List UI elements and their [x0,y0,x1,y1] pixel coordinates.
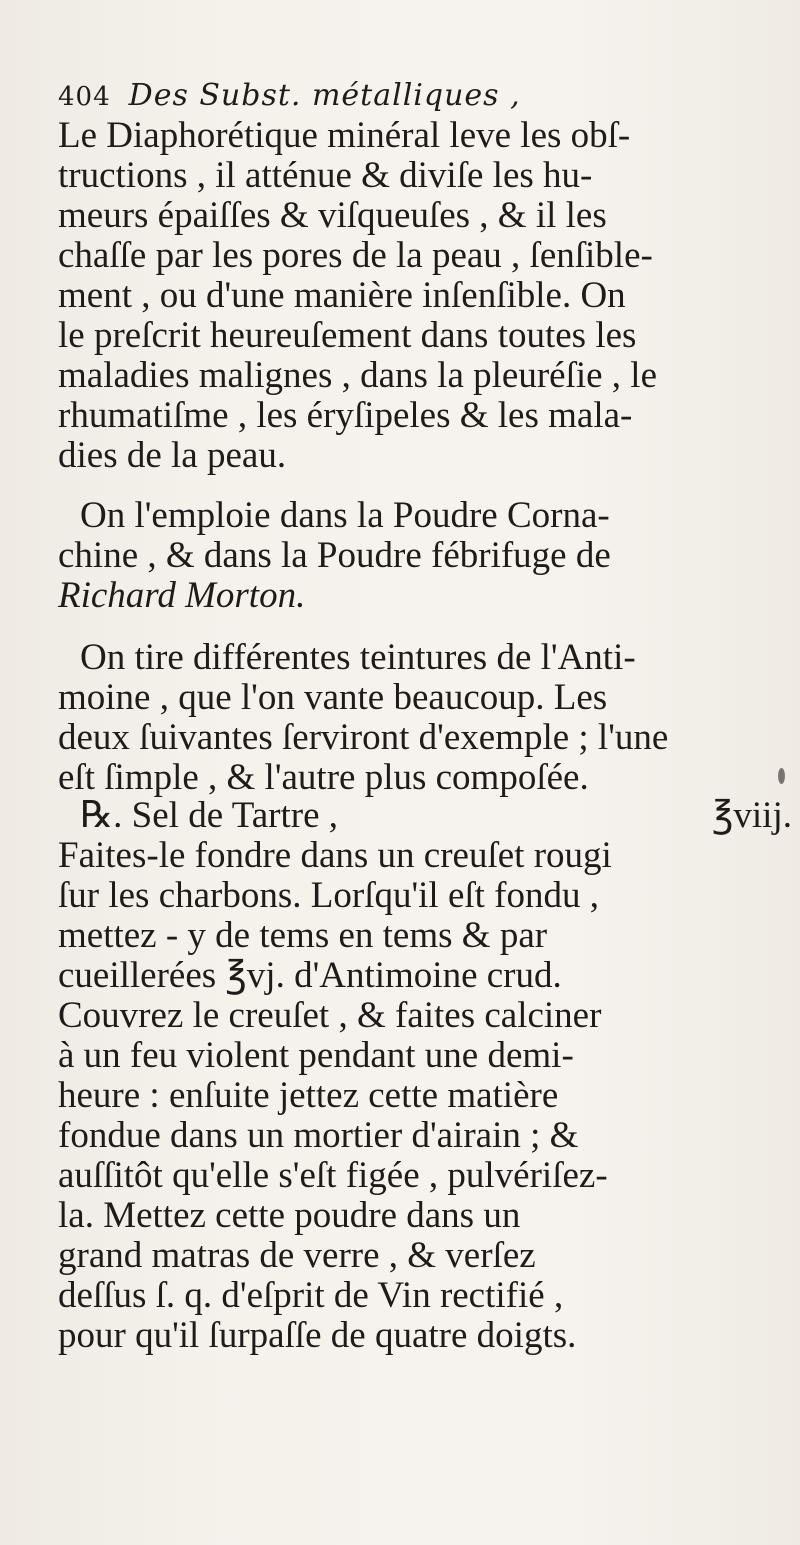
text-line: On l'emploie dans la Poudre Corna- [80,495,610,536]
text-line: grand matras de verre , & verſez [58,1235,536,1276]
text-line: deſſus ſ. q. d'eſprit de Vin rectifié , [58,1275,564,1316]
text-line: fondue dans un mortier d'airain ; & [58,1115,579,1156]
text-line: heure : enſuite jettez cette matière [58,1075,559,1116]
running-header [58,78,778,115]
text-line: maladies malignes , dans la pleuréſie , le [58,355,657,396]
text-line: auſſitôt qu'elle s'eſt figée , pulvériſez- [58,1155,608,1196]
recipe-ingredient: ℞. Sel de Tartre , [80,795,338,836]
text-line: tructions , il atténue & diviſe les hu- [58,155,593,196]
ink-spot [778,768,785,784]
recipe-quantity: ℥viij. [712,795,792,836]
text-line: meurs épaiſſes & viſqueuſes , & il les [58,195,607,236]
running-title: Des Subst. métalliques , [128,78,521,113]
text-line: eſt ſimple , & l'autre plus compoſée. [58,757,589,798]
text-line: la. Mettez cette poudre dans un [58,1195,521,1236]
text-line: Faites-le fondre dans un creuſet rougi [58,835,612,876]
text-line: deux ſuivantes ſerviront d'exemple ; l'une [58,717,669,758]
text-line: mettez - y de tems en tems & par [58,915,548,956]
text-line-italic: Richard Morton. [58,575,306,616]
text-line: dies de la peau. [58,435,287,476]
text-line: Le Diaphorétique minéral leve les obſ- [58,115,631,156]
text-line: chine , & dans la Poudre fébrifuge de [58,535,611,576]
text-line: rhumatiſme , les éryſipeles & les mala- [58,395,633,436]
recipe-line [58,796,800,836]
text-line: moine , que l'on vante beaucoup. Les [58,677,608,718]
text-line: à un feu violent pendant une demi- [58,1035,574,1076]
text-line: pour qu'il ſurpaſſe de quatre doigts. [58,1315,577,1356]
text-line: ment , ou d'une manière inſenſible. On [58,275,626,316]
text-line: chaſſe par les pores de la peau , ſenſible- [58,235,653,276]
text-line: Couvrez le creuſet , & faites calciner [58,995,602,1036]
text-line: ſur les charbons. Lorſqu'il eſt fondu , [58,875,599,916]
text-line: cueillerées ℥vj. d'Antimoine crud. [58,955,562,996]
text-line: le preſcrit heureuſement dans toutes les [58,315,637,356]
page-number: 404 [58,82,111,112]
text-line: On tire différentes teintures de l'Anti- [80,637,636,678]
